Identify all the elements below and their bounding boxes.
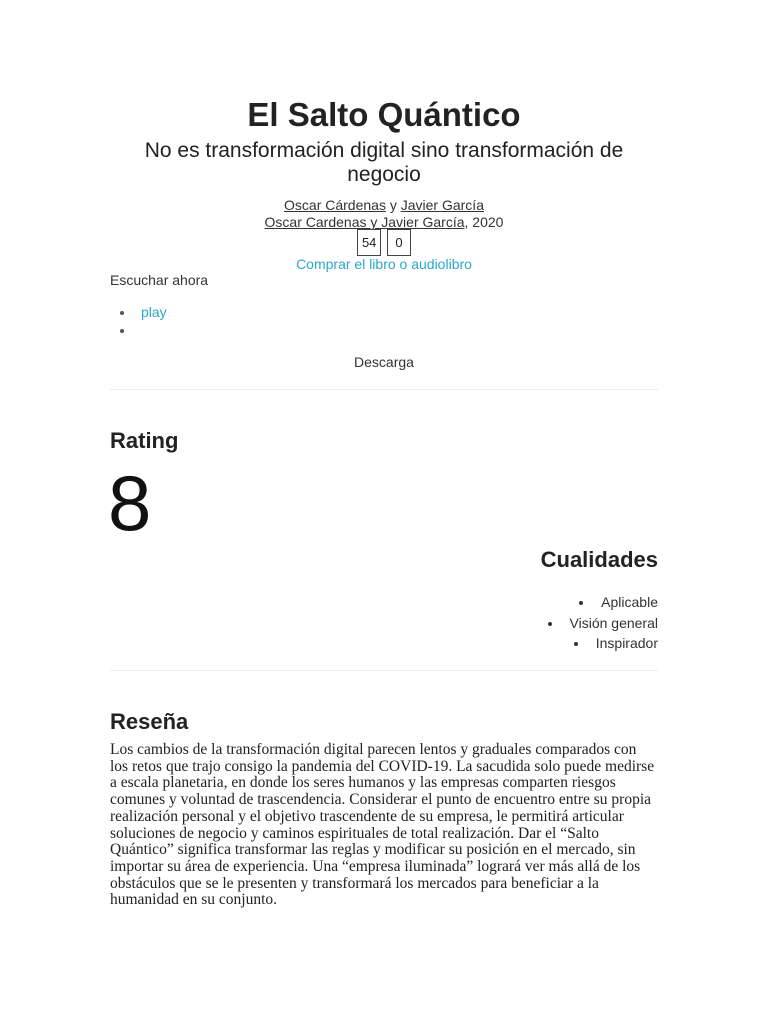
listen-now-label: Escuchar ahora bbox=[110, 272, 209, 288]
qualities-list bbox=[548, 593, 658, 655]
author-link-javier[interactable]: Javier García bbox=[400, 197, 484, 213]
list-item bbox=[548, 614, 658, 635]
author-line bbox=[110, 197, 658, 214]
rating-value: 8 bbox=[108, 459, 152, 547]
list-item bbox=[548, 593, 658, 614]
quality-label: Aplicable bbox=[601, 594, 658, 610]
share-counters bbox=[110, 229, 658, 256]
quality-label: Visión general bbox=[569, 614, 658, 631]
divider bbox=[110, 389, 658, 390]
list-item bbox=[548, 634, 658, 655]
author-joiner: y bbox=[389, 197, 397, 213]
book-subtitle: No es transformación digital sino transformación de negocio bbox=[144, 139, 624, 186]
review-text: Los cambios de la transformación digital parecen lentos y graduales comparados con los retos que trajo consigo la pandemia del COVID-19. La sacudida solo puede medirse a escala planetaria, en donde los seres humanos y las empresas comparten riesgos comunes y voluntad de trascendencia. Considerar el punto de encuentro entre su propia realización personal y el objetivo trascendente de su empresa, le permitirá articular soluciones de negocio y caminos espirituales de total realización. Dar el “Salto Quántico” significa transformar las reglas y modificar su posición en el mercado, sin importar su área de experiencia. Una “empresa iluminada” logrará ver más allá de los obstáculos que se le presenten y transformará los mercados para beneficiar a la humanidad en su conjunto. bbox=[110, 741, 655, 909]
bullet-icon bbox=[548, 622, 552, 626]
book-title: El Salto Quántico bbox=[247, 96, 521, 133]
quality-label: Inspirador bbox=[595, 635, 658, 651]
rating-heading: Rating bbox=[110, 428, 179, 453]
bullet-icon bbox=[574, 642, 578, 646]
counter-likes[interactable]: 54 bbox=[357, 229, 381, 256]
audio-player-list bbox=[110, 303, 167, 339]
publisher-link[interactable]: Oscar Cardenas y Javier García bbox=[264, 214, 465, 230]
list-item bbox=[110, 321, 167, 339]
bullet-icon bbox=[579, 601, 583, 605]
counter-comments[interactable]: 0 bbox=[387, 229, 411, 256]
review-heading: Reseña bbox=[110, 709, 189, 734]
buy-book-link[interactable]: Comprar el libro o audiolibro bbox=[296, 256, 472, 272]
author-block bbox=[110, 197, 658, 231]
download-button[interactable]: Descarga bbox=[354, 354, 414, 370]
qualities-heading: Cualidades bbox=[540, 547, 658, 572]
divider bbox=[110, 670, 658, 671]
list-item bbox=[110, 303, 167, 321]
play-link[interactable]: play bbox=[141, 304, 167, 320]
publication-year: , 2020 bbox=[464, 214, 504, 230]
author-link-oscar[interactable]: Oscar Cárdenas bbox=[284, 197, 386, 213]
